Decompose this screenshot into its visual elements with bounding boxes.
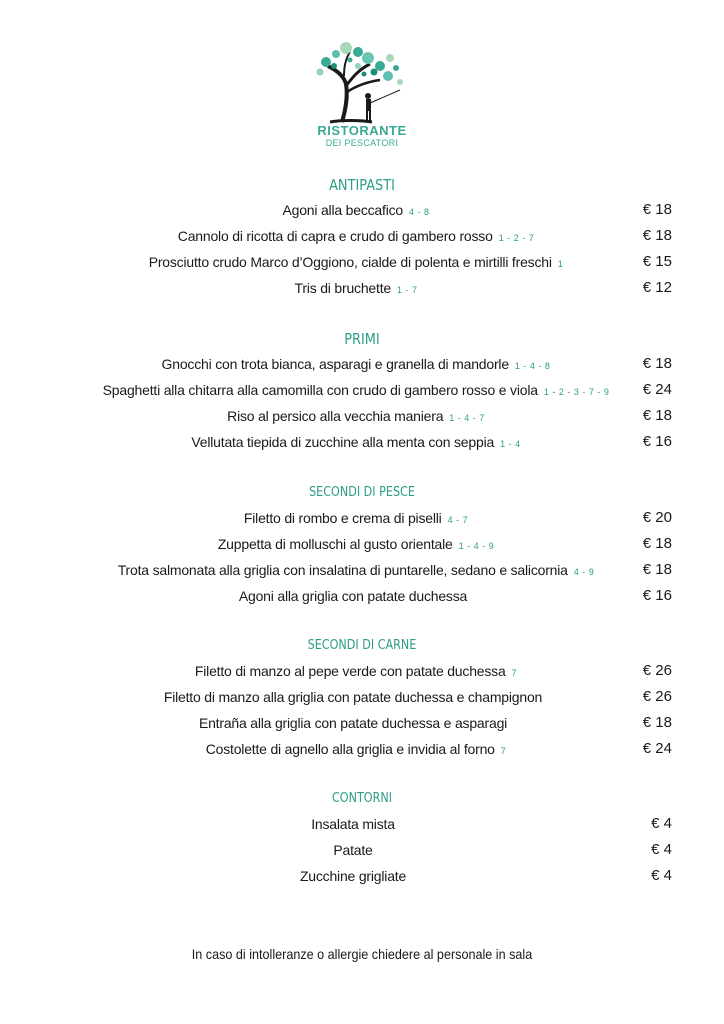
section-title: ANTIPASTI [329,176,395,194]
menu-item [0,658,724,684]
allergen-codes: 7 [500,746,507,756]
dish-name: Patate [333,842,373,858]
dish-price: € 16 [642,587,672,604]
section-antipasti [0,173,724,301]
dish-name: Riso al persico alla vecchia maniera [227,408,444,424]
menu-item [0,557,724,583]
allergen-codes: 7 [511,668,518,678]
dish-price: € 4 [651,841,672,858]
allergen-codes: 4 - 8 [409,207,430,217]
dish-name: Filetto di manzo alla griglia con patate duchessa e champignon [163,689,543,705]
dish-name: Filetto di manzo al pepe verde con patate duchessa [194,663,506,679]
dish-price: € 18 [642,407,672,424]
dish-price: € 18 [642,201,672,218]
dish-price: € 15 [642,253,672,270]
section-primi [0,327,724,455]
dish-name: Spaghetti alla chitarra alla camomilla con crudo di gambero rosso e viola [102,382,538,398]
menu-item [0,837,724,863]
allergen-codes: 4 - 9 [573,567,595,577]
dish-price: € 18 [642,227,672,244]
menu-item [0,863,724,889]
menu-item [0,811,724,837]
dish-name: Prosciutto crudo Marco d’Oggiono, cialde di polenta e mirtilli freschi [148,254,552,270]
allergen-codes: 1 - 4 - 8 [514,361,551,371]
menu-item [0,249,724,275]
menu-item [0,351,724,377]
dish-name: Insalata mista [311,816,395,832]
dish-price: € 18 [642,355,672,372]
menu-item [0,684,724,710]
dish-price: € 4 [651,867,672,884]
logo-name-line1: RISTORANTE [317,123,407,138]
menu-item [0,736,724,762]
allergen-codes: 4 - 7 [447,515,469,525]
allergen-codes: 1 - 7 [396,285,418,295]
menu-item [0,505,724,531]
dish-name: Zucchine grigliate [299,868,407,884]
dish-price: € 4 [651,815,672,832]
menu-item [0,583,724,609]
dish-price: € 18 [642,714,672,731]
dish-price: € 24 [642,740,672,757]
allergen-codes: 1 - 4 - 7 [449,413,485,423]
restaurant-logo [300,40,424,155]
dish-name: Zuppetta di molluschi al gusto orientale [217,536,453,552]
dish-price: € 26 [642,688,672,705]
dish-price: € 12 [642,279,672,296]
dish-name: Tris di bruchette [294,280,391,296]
allergen-codes: 1 [557,259,564,269]
dish-name: Gnocchi con trota bianca, asparagi e granella di mandorle [161,356,509,372]
dish-price: € 18 [642,561,672,578]
menu-item [0,429,724,455]
dish-name: Costolette di agnello alla griglia e invidia al forno [205,741,495,757]
dish-price: € 20 [642,509,672,526]
menu-item [0,275,724,301]
menu-item [0,531,724,557]
menu-item [0,197,724,223]
dish-name: Agoni alla beccafico [282,202,403,218]
section-secondi-di-carne [0,634,724,762]
dish-name: Agoni alla griglia con patate duchessa [238,588,468,604]
dish-name: Filetto di rombo e crema di piselli [243,510,442,526]
allergen-codes: 1 - 2 - 7 [498,233,535,243]
allergen-codes: 1 - 4 [500,439,521,449]
dish-name: Cannolo di ricotta di capra e crudo di gambero rosso [177,228,493,244]
dish-name: Vellutata tiepida di zucchine alla menta con seppia [191,434,495,450]
section-title: SECONDI DI CARNE [307,638,417,653]
section-contorni [0,787,724,889]
logo-name-line2: DEI PESCATORI [325,138,399,148]
tree-fisherman-icon [300,40,424,124]
section-title: PRIMI [344,330,380,348]
menu-item [0,377,724,403]
allergen-codes: 1 - 4 - 9 [458,541,495,551]
dish-price: € 24 [642,381,672,398]
allergen-codes: 1 - 2 - 3 - 7 - 9 [543,387,610,397]
dish-price: € 18 [642,535,672,552]
menu-item [0,403,724,429]
menu-item [0,223,724,249]
section-title: CONTORNI [331,791,393,806]
menu-item [0,710,724,736]
dish-name: Trota salmonata alla griglia con insalatina di puntarelle, sedano e salicornia [117,562,568,578]
section-secondi-di-pesce [0,481,724,609]
dish-price: € 16 [642,433,672,450]
dish-price: € 26 [642,662,672,679]
section-title: SECONDI DI PESCE [309,485,415,500]
allergy-notice: In caso di intolleranze o allergie chiedere al personale in sala [191,946,533,962]
dish-name: Entraña alla griglia con patate duchessa e asparagi [198,715,508,731]
